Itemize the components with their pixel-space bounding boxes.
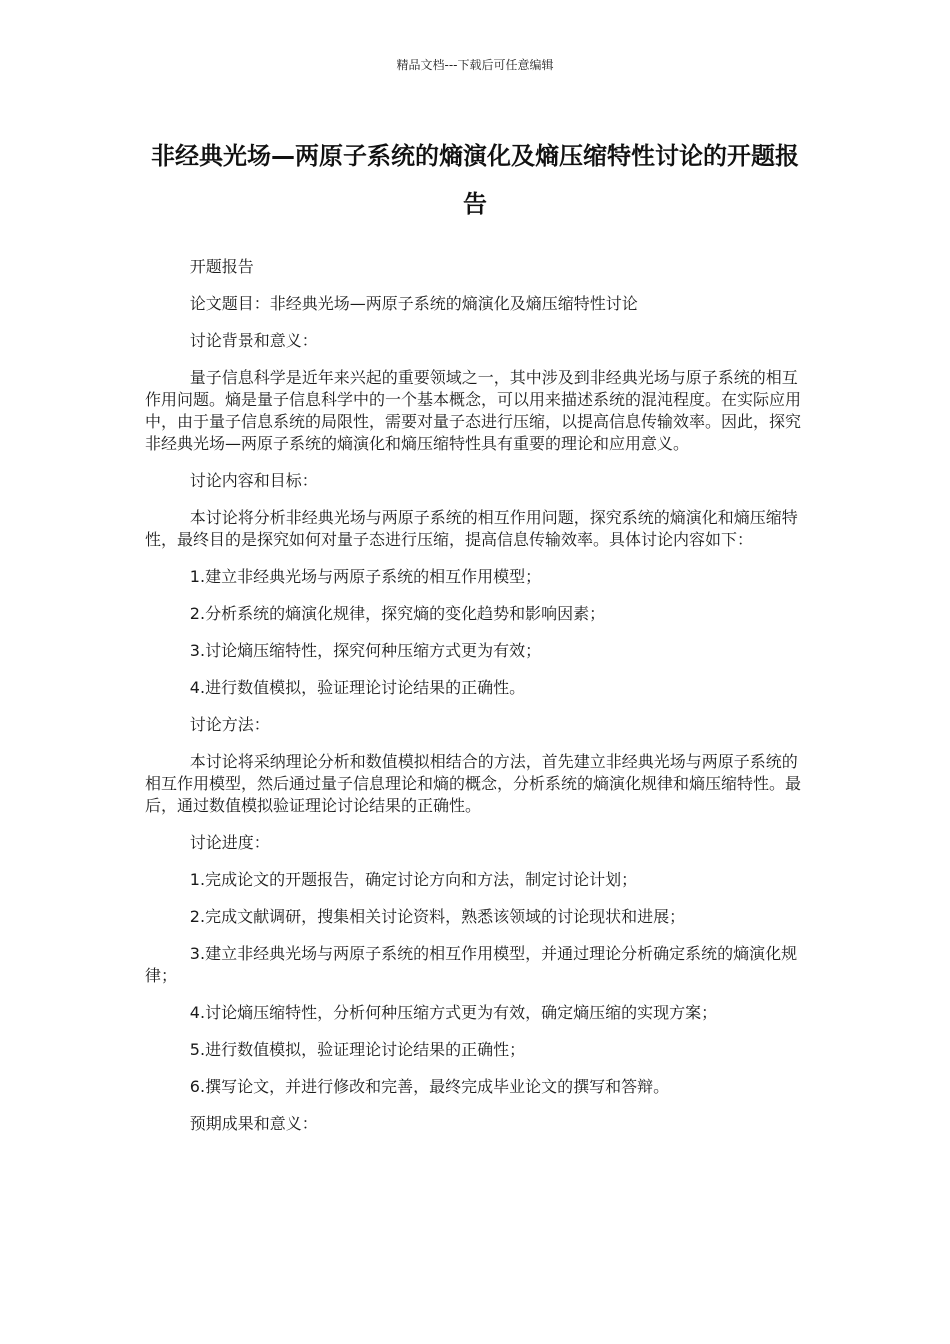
heading-schedule: 讨论进度：	[189, 833, 270, 852]
heading-methods: 讨论方法：	[189, 715, 270, 734]
paragraph-report-label: 开题报告	[189, 257, 254, 276]
heading-content-goals: 讨论内容和目标：	[189, 471, 318, 490]
list-item: 3.讨论熵压缩特性，探究何种压缩方式更为有效；	[189, 641, 542, 660]
list-item: 1.建立非经典光场与两原子系统的相互作用模型；	[189, 567, 542, 586]
heading-background: 讨论背景和意义：	[189, 331, 318, 350]
document-title: 非经典光场—两原子系统的熵演化及熵压缩特性讨论的开题报告	[151, 142, 799, 218]
list-item: 6.撰写论文，并进行修改和完善，最终完成毕业论文的撰写和答辩。	[189, 1077, 670, 1096]
list-item: 1.完成论文的开题报告，确定讨论方向和方法，制定讨论计划；	[189, 870, 638, 889]
paragraph-thesis-topic: 论文题目：非经典光场—两原子系统的熵演化及熵压缩特性讨论	[189, 294, 638, 313]
paragraph-methods: 本讨论将采纳理论分析和数值模拟相结合的方法，首先建立非经典光场与两原子系统的相互作用模型，然后通过量子信息理论和熵的概念，分析系统的熵演化规律和熵压缩特性。最后，通过数值模拟验证理论讨论结果的正确性。	[145, 752, 802, 815]
list-item: 5.进行数值模拟，验证理论讨论结果的正确性；	[189, 1040, 526, 1059]
list-item: 3.建立非经典光场与两原子系统的相互作用模型，并通过理论分析确定系统的熵演化规律；	[145, 944, 798, 985]
paragraph-content-goals: 本讨论将分析非经典光场与两原子系统的相互作用问题，探究系统的熵演化和熵压缩特性，最终目的是探究如何对量子态进行压缩，提高信息传输效率。具体讨论内容如下：	[145, 508, 798, 549]
paragraph-background: 量子信息科学是近年来兴起的重要领域之一，其中涉及到非经典光场与原子系统的相互作用问题。熵是量子信息科学中的一个基本概念，可以用来描述系统的混沌程度。在实际应用中，由于量子信息系统的局限性，需要对量子态进行压缩，以提高信息传输效率。因此，探究非经典光场—两原子系统的熵演化和熵压缩特性具有重要的理论和应用意义。	[145, 368, 802, 453]
document-body	[145, 256, 805, 1150]
list-item: 2.分析系统的熵演化规律，探究熵的变化趋势和影响因素；	[189, 604, 606, 623]
header-note: 精品文档---下载后可任意编辑	[396, 58, 554, 72]
heading-expected-results: 预期成果和意义：	[189, 1114, 318, 1133]
list-item: 4.讨论熵压缩特性，分析何种压缩方式更为有效，确定熵压缩的实现方案；	[189, 1003, 718, 1022]
list-item: 4.进行数值模拟，验证理论讨论结果的正确性。	[189, 678, 526, 697]
list-item: 2.完成文献调研，搜集相关讨论资料，熟悉该领域的讨论现状和进展；	[189, 907, 686, 926]
